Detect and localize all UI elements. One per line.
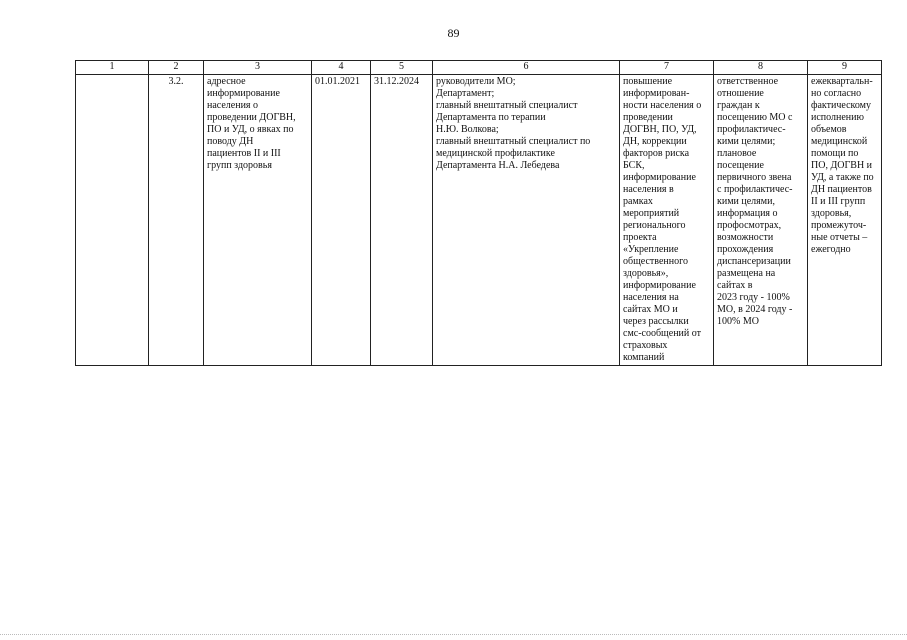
cell-responsible	[433, 75, 620, 366]
cell-line: информирование	[623, 172, 696, 183]
header-col-4: 4	[312, 61, 371, 75]
cell-line: поводу ДН	[207, 136, 254, 147]
header-col-6: 6	[433, 61, 620, 75]
cell-line: здоровья»,	[623, 268, 669, 279]
cell-line: 2023 году - 100%	[717, 292, 790, 303]
cell-line: медицинской	[811, 136, 868, 147]
cell-line: но согласно	[811, 88, 862, 99]
cell-start-date	[312, 75, 371, 366]
cell-item-number	[149, 75, 204, 366]
cell-line: плановое	[717, 148, 757, 159]
cell-line: профилактичес-	[717, 124, 786, 135]
cell-col-1	[76, 75, 149, 366]
header-col-5: 5	[371, 61, 433, 75]
cell-line: профосмотрах,	[717, 220, 782, 231]
cell-line: ДН пациентов	[811, 184, 872, 195]
cell-line: повышение	[623, 76, 673, 87]
header-col-9: 9	[808, 61, 882, 75]
cell-line: адресное	[207, 76, 246, 87]
cell-line: граждан к	[717, 100, 760, 111]
cell-line: сайтах МО и	[623, 304, 678, 315]
cell-line: 100% МО	[717, 316, 759, 327]
header-col-1: 1	[76, 61, 149, 75]
cell-line: населения о	[207, 100, 259, 111]
cell-line: смс-сообщений от	[623, 328, 701, 339]
cell-line: проведении ДОГВН,	[207, 112, 296, 123]
cell-line: УД, а также по	[811, 172, 874, 183]
cell-line: Департамент;	[436, 88, 495, 99]
cell-line: Н.Ю. Волкова;	[436, 124, 499, 135]
header-col-2: 2	[149, 61, 204, 75]
cell-line: ДОГВН, ПО, УД,	[623, 124, 697, 135]
cell-line: ности населения о	[623, 100, 702, 111]
cell-line: проведении	[623, 112, 673, 123]
header-col-8: 8	[714, 61, 808, 75]
cell-activity	[204, 75, 312, 366]
cell-line: кими целями;	[717, 136, 776, 147]
cell-line: ные отчеты –	[811, 232, 868, 243]
header-col-7: 7	[620, 61, 714, 75]
cell-line: с профилактичес-	[717, 184, 793, 195]
cell-indicator	[714, 75, 808, 366]
cell-line: населения в	[623, 184, 674, 195]
cell-line: диспансеризации	[717, 256, 791, 267]
cell-line: информирование	[623, 280, 696, 291]
cell-line: ПО и УД, о явках по	[207, 124, 294, 135]
cell-line: через рассылки	[623, 316, 689, 327]
scan-edge-line	[0, 634, 907, 636]
cell-line: ежегодно	[811, 244, 851, 255]
cell-line: посещение	[717, 160, 764, 171]
cell-line: ответственное	[717, 76, 779, 87]
header-row	[76, 61, 882, 75]
cell-line: ДН, коррекции	[623, 136, 687, 147]
cell-line: информирование	[207, 88, 280, 99]
cell-line: 3.2.	[168, 76, 184, 87]
cell-line: прохождения	[717, 244, 774, 255]
cell-line: главный внештатный специалист по	[436, 136, 591, 147]
cell-line: МО, в 2024 году -	[717, 304, 793, 315]
cell-line: пациентов II и III	[207, 148, 281, 159]
cell-line: здоровья,	[811, 208, 852, 219]
cell-line: помощи по	[811, 148, 859, 159]
cell-line: ПО, ДОГВН и	[811, 160, 873, 171]
cell-line: регионального	[623, 220, 686, 231]
cell-line: проекта	[623, 232, 657, 243]
cell-line: населения на	[623, 292, 679, 303]
cell-line: БСК,	[623, 160, 645, 171]
cell-line: главный внештатный специалист	[436, 100, 578, 111]
cell-line: ежеквартальн-	[811, 76, 873, 87]
header-col-3: 3	[204, 61, 312, 75]
cell-line: медицинской профилактике	[436, 148, 555, 159]
cell-line: первичного звена	[717, 172, 792, 183]
cell-line: групп здоровья	[207, 160, 272, 171]
cell-line: общественного	[623, 256, 688, 267]
cell-line: компаний	[623, 352, 665, 363]
cell-line: промежуточ-	[811, 220, 867, 231]
cell-line: кими целями,	[717, 196, 775, 207]
cell-line: 31.12.2024	[374, 76, 419, 87]
cell-line: информация о	[717, 208, 778, 219]
cell-line: 01.01.2021	[315, 76, 360, 87]
cell-line: страховых	[623, 340, 668, 351]
cell-line: «Укрепление	[623, 244, 679, 255]
cell-line: мероприятий	[623, 208, 680, 219]
cell-line: возможности	[717, 232, 774, 243]
cell-line: отношение	[717, 88, 764, 99]
table-row	[76, 75, 882, 366]
cell-line: размещена на	[717, 268, 776, 279]
cell-end-date	[371, 75, 433, 366]
cell-reporting	[808, 75, 882, 366]
page-number: 89	[447, 26, 460, 40]
plan-table	[75, 60, 882, 366]
cell-line: рамках	[623, 196, 653, 207]
cell-expected-result	[620, 75, 714, 366]
cell-line: факторов риска	[623, 148, 690, 159]
cell-line: исполнению	[811, 112, 864, 123]
cell-line: Департамента Н.А. Лебедева	[436, 160, 560, 171]
cell-line: сайтах в	[717, 280, 753, 291]
cell-line: посещению МО с	[717, 112, 793, 123]
cell-line: объемов	[811, 124, 847, 135]
cell-line: руководители МО;	[436, 76, 516, 87]
cell-line: Департамента по терапии	[436, 112, 546, 123]
cell-line: информирован-	[623, 88, 690, 99]
cell-line: фактическому	[811, 100, 872, 111]
cell-line: II и III групп	[811, 196, 866, 207]
